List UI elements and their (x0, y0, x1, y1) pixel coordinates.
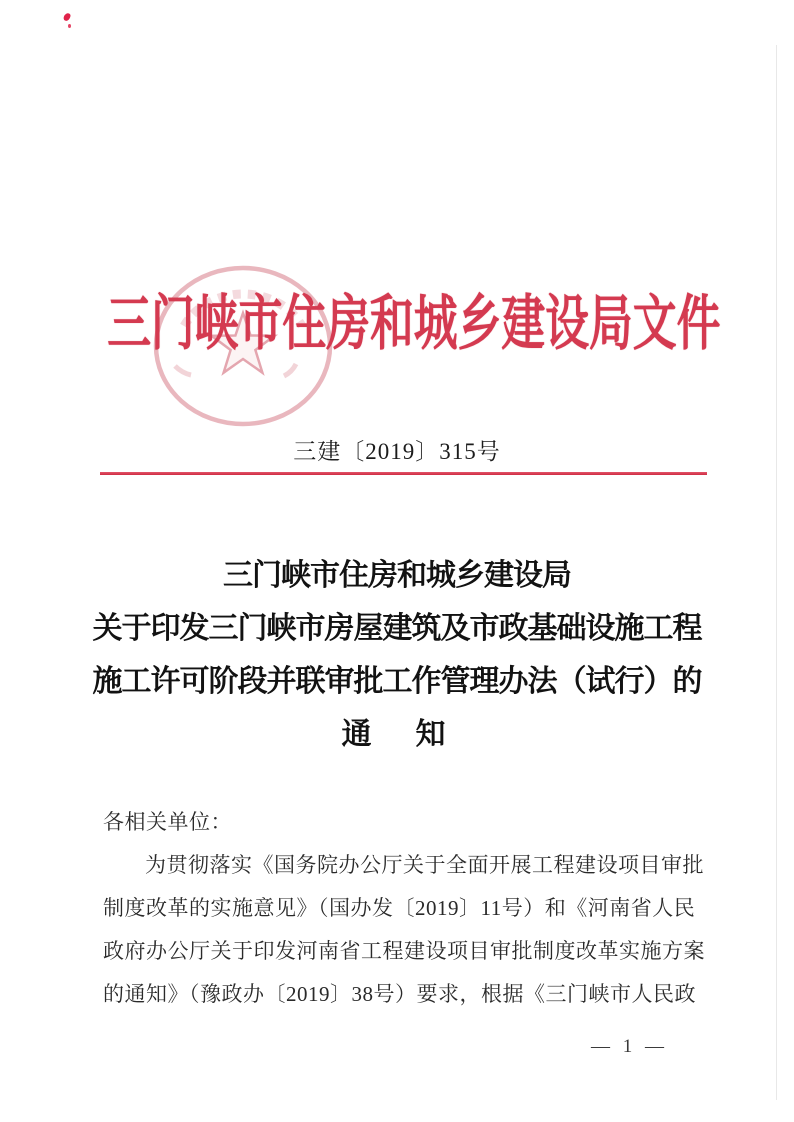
red-header-title: 三门峡市住房和城乡建设局文件 (107, 291, 721, 357)
red-divider-rule (100, 472, 707, 475)
body-paragraph-line: 的通知》（豫政办〔2019〕38号）要求，根据《三门峡市人民政 (103, 982, 696, 1006)
notice-title-line-2: 关于印发三门峡市房屋建筑及市政基础设施工程 (92, 612, 702, 645)
notice-title-line-1: 三门峡市住房和城乡建设局 (223, 559, 571, 592)
document-body (103, 801, 705, 1016)
red-ink-speck-small (68, 24, 71, 28)
notice-title-block (0, 549, 794, 761)
body-paragraph-line: 为贯彻落实《国务院办公厅关于全面开展工程建设项目审批 (145, 853, 704, 877)
body-paragraph-line: 制度改革的实施意见》（国办发〔2019〕11号）和《河南省人民 (103, 896, 696, 920)
page-number: — 1 — (591, 1036, 668, 1057)
salutation-line: 各相关单位： (103, 810, 232, 834)
notice-title-line-4: 通 知 (341, 718, 453, 751)
seal-faint-mark-left (175, 366, 191, 375)
red-ink-speck (63, 12, 72, 22)
document-number: 三建〔2019〕315号 (293, 439, 501, 464)
body-paragraph-line: 政府办公厅关于印发河南省工程建设项目审批制度改革实施方案 (103, 939, 705, 963)
notice-title-line-3: 施工许可阶段并联审批工作管理办法（试行）的 (92, 665, 702, 698)
